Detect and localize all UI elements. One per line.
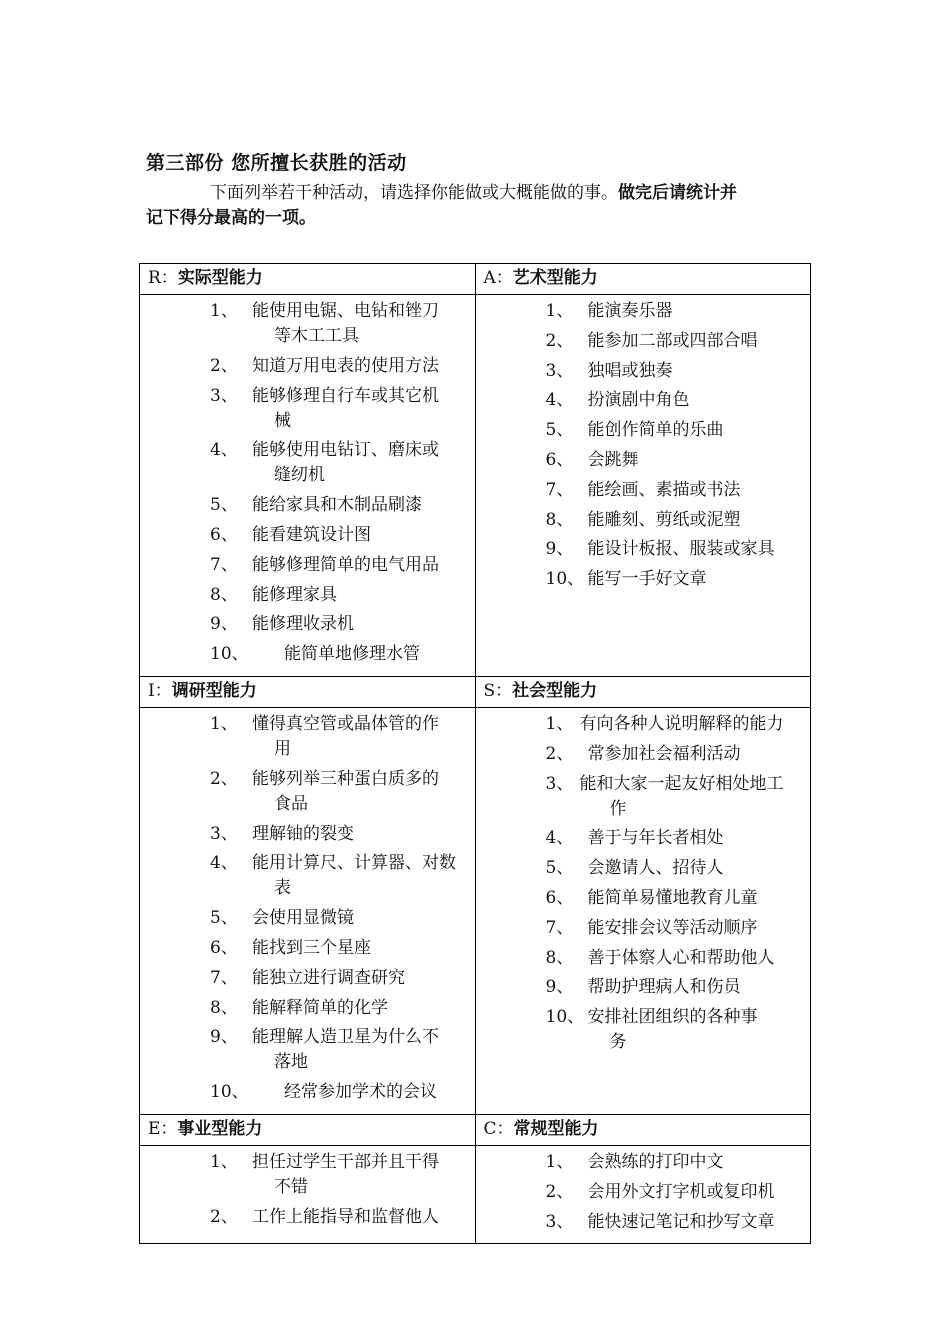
item-number: 3、 <box>545 1211 574 1232</box>
list-item <box>140 906 475 931</box>
list-item <box>476 856 811 881</box>
item-number: 2、 <box>545 1181 574 1202</box>
list-item <box>476 448 811 473</box>
intro-bold-text-2: 记下得分最高的一项。 <box>146 208 316 228</box>
item-text: 能找到三个星座 <box>252 937 371 958</box>
item-text: 会熟练的打印中文 <box>587 1151 724 1172</box>
section-code-s: S： <box>483 680 513 701</box>
list-item <box>476 299 811 324</box>
section-header-i <box>140 676 476 707</box>
section-header-c <box>475 1114 811 1145</box>
list-item <box>476 359 811 384</box>
section-list-e <box>140 1145 476 1243</box>
item-number: 4、 <box>545 390 574 411</box>
list-item <box>140 1080 475 1105</box>
list-item <box>476 1210 811 1235</box>
item-number: 5、 <box>545 858 574 879</box>
item-text: 能和大家一起友好相处地工 <box>579 773 784 794</box>
item-number: 3、 <box>545 360 574 381</box>
item-text-continued: 缝纫机 <box>274 465 325 486</box>
list-item <box>140 822 475 847</box>
item-number: 10、 <box>210 644 249 665</box>
list-item <box>140 642 475 667</box>
list-item <box>140 384 475 434</box>
item-number: 1、 <box>545 713 574 734</box>
section-code-c: C： <box>483 1118 514 1139</box>
list-item <box>140 996 475 1021</box>
ability-table <box>139 263 811 1244</box>
section-code-a: A： <box>483 268 513 288</box>
item-text: 能简单易懂地教育儿童 <box>587 887 758 908</box>
page-title: 第三部份 您所擅长获胜的活动 <box>146 152 407 174</box>
list-item <box>140 712 475 762</box>
section-header-s <box>475 676 811 707</box>
list-item <box>140 523 475 548</box>
list-item <box>140 767 475 817</box>
intro-paragraph <box>146 181 810 231</box>
item-number: 5、 <box>210 908 238 929</box>
list-item <box>476 329 811 354</box>
item-text: 能够使用电钻订、磨床或 <box>252 440 439 461</box>
item-number: 3、 <box>210 823 238 844</box>
item-text-continued: 表 <box>274 878 291 899</box>
list-item <box>140 1025 475 1075</box>
item-number: 2、 <box>210 355 238 376</box>
item-text-continued: 用 <box>274 738 291 759</box>
item-text: 善于体察人心和帮助他人 <box>587 947 775 968</box>
intro-bold-text: 做完后请统计并 <box>618 183 737 203</box>
item-text: 能修理收录机 <box>252 614 354 635</box>
item-text: 会跳舞 <box>587 449 639 470</box>
section-list-a <box>475 295 811 677</box>
item-text: 能看建筑设计图 <box>252 524 371 545</box>
section-label-r: 实际型能力 <box>177 268 263 288</box>
item-number: 7、 <box>210 554 238 575</box>
item-text: 能够修理简单的电气用品 <box>252 554 439 575</box>
item-text: 工作上能指导和监督他人 <box>252 1206 439 1227</box>
list-item <box>476 826 811 851</box>
list-item <box>476 418 811 443</box>
section-label-a: 艺术型能力 <box>512 268 598 288</box>
section-list-c <box>475 1145 811 1243</box>
section-header-e <box>140 1114 476 1145</box>
item-text: 能够修理自行车或其它机 <box>252 385 439 406</box>
intro-text: 下面列举若干种活动，请选择你能做或大概能做的事。 <box>210 183 618 203</box>
item-number: 2、 <box>210 1206 238 1227</box>
item-text-continued: 落地 <box>274 1052 308 1073</box>
item-text: 理解铀的裂变 <box>252 823 354 844</box>
item-number: 7、 <box>210 967 238 988</box>
section-label-e: 事业型能力 <box>177 1118 263 1139</box>
list-item <box>476 478 811 503</box>
section-label-s: 社会型能力 <box>512 680 598 701</box>
item-text: 担任过学生干部并且干得 <box>252 1151 439 1172</box>
list-item <box>476 946 811 971</box>
item-text: 能安排会议等活动顺序 <box>587 917 758 938</box>
item-text: 能独立进行调查研究 <box>252 967 405 988</box>
item-number: 1、 <box>210 301 238 321</box>
item-number: 6、 <box>545 449 574 470</box>
list-item <box>140 612 475 637</box>
section-list-r <box>140 295 476 677</box>
item-text: 能绘画、素描或书法 <box>587 479 741 500</box>
section-code-r: R： <box>148 268 178 288</box>
item-text: 能演奏乐器 <box>587 301 673 321</box>
item-text: 能雕刻、剪纸或泥塑 <box>587 509 741 530</box>
item-number: 6、 <box>545 887 574 908</box>
item-number: 4、 <box>545 828 574 849</box>
item-text: 能简单地修理水管 <box>284 644 420 665</box>
item-number: 3、 <box>210 385 238 406</box>
item-number: 1、 <box>210 713 238 734</box>
list-item <box>476 975 811 1000</box>
item-number: 10、 <box>545 1007 585 1028</box>
item-number: 4、 <box>210 853 238 874</box>
item-text: 能理解人造卫星为什么不 <box>252 1027 439 1048</box>
item-number: 5、 <box>545 420 574 441</box>
item-number: 4、 <box>210 440 238 461</box>
list-item <box>476 508 811 533</box>
list-item <box>476 886 811 911</box>
item-text: 扮演剧中角色 <box>587 390 690 411</box>
list-item <box>140 299 475 349</box>
item-number: 3、 <box>545 773 574 794</box>
item-number: 6、 <box>210 524 238 545</box>
item-text: 能修理家具 <box>252 584 337 605</box>
item-number: 8、 <box>545 509 574 530</box>
list-item <box>476 1005 811 1055</box>
section-header-a <box>475 264 811 295</box>
item-text-continued: 务 <box>609 1032 627 1053</box>
item-text-continued: 不错 <box>274 1176 308 1197</box>
item-text: 有向各种人说明解释的能力 <box>579 713 784 734</box>
item-number: 8、 <box>210 997 238 1018</box>
item-text-continued: 食品 <box>274 793 308 814</box>
list-item <box>476 712 811 737</box>
item-text: 能使用电锯、电钻和锉刀 <box>252 301 439 321</box>
item-text: 安排社团组织的各种事 <box>587 1007 758 1028</box>
section-header-r <box>140 264 476 295</box>
list-item <box>476 742 811 767</box>
item-number: 1、 <box>545 1151 574 1172</box>
item-text: 善于与年长者相处 <box>587 828 724 849</box>
item-text: 能快速记笔记和抄写文章 <box>587 1211 775 1232</box>
item-number: 2、 <box>210 768 238 789</box>
item-number: 9、 <box>545 977 574 998</box>
item-text: 独唱或独奏 <box>587 360 673 381</box>
item-number: 9、 <box>210 614 238 635</box>
item-number: 6、 <box>210 937 238 958</box>
list-item <box>476 1150 811 1175</box>
list-item <box>140 851 475 901</box>
item-number: 10、 <box>210 1082 249 1103</box>
list-item <box>140 936 475 961</box>
item-number: 7、 <box>545 917 574 938</box>
item-number: 1、 <box>545 301 574 321</box>
item-number: 9、 <box>545 539 574 560</box>
item-text: 能解释简单的化学 <box>252 997 388 1018</box>
item-text: 会使用显微镜 <box>252 908 354 929</box>
item-text: 能给家具和木制品刷漆 <box>252 495 422 516</box>
item-text: 能参加二部或四部合唱 <box>587 330 758 351</box>
item-text: 会用外文打字机或复印机 <box>587 1181 775 1202</box>
list-item <box>140 493 475 518</box>
list-item <box>476 1180 811 1205</box>
item-text-continued: 等木工工具 <box>274 326 359 346</box>
item-number: 9、 <box>210 1027 238 1048</box>
item-text-continued: 械 <box>274 410 291 431</box>
list-item <box>140 438 475 488</box>
list-item <box>476 772 811 822</box>
section-code-i: I： <box>148 680 172 701</box>
section-code-e: E： <box>148 1118 178 1139</box>
list-item <box>140 1205 475 1230</box>
item-text: 帮助护理病人和伤员 <box>587 977 741 998</box>
item-text: 能够列举三种蛋白质多的 <box>252 768 439 789</box>
item-number: 8、 <box>545 947 574 968</box>
list-item <box>140 553 475 578</box>
item-number: 10、 <box>545 569 585 590</box>
section-label-i: 调研型能力 <box>171 680 257 701</box>
item-text-continued: 作 <box>609 798 627 819</box>
item-text: 经常参加学术的会议 <box>284 1082 437 1103</box>
item-text: 常参加社会福利活动 <box>587 743 741 764</box>
section-list-i <box>140 707 476 1114</box>
list-item <box>476 537 811 562</box>
item-number: 2、 <box>545 743 574 764</box>
section-label-c: 常规型能力 <box>513 1118 599 1139</box>
item-text: 能设计板报、服装或家具 <box>587 539 775 560</box>
item-text: 能创作简单的乐曲 <box>587 420 724 441</box>
list-item <box>140 966 475 991</box>
item-number: 1、 <box>210 1151 238 1172</box>
item-number: 8、 <box>210 584 238 605</box>
item-number: 2、 <box>545 330 574 351</box>
item-text: 知道万用电表的使用方法 <box>252 355 439 376</box>
item-text: 能写一手好文章 <box>587 569 707 590</box>
list-item <box>140 354 475 379</box>
section-list-s <box>475 707 811 1114</box>
item-text: 懂得真空管或晶体管的作 <box>252 713 439 734</box>
list-item <box>476 388 811 413</box>
item-number: 7、 <box>545 479 574 500</box>
list-item <box>140 1150 475 1200</box>
list-item <box>476 916 811 941</box>
list-item <box>476 567 811 592</box>
item-number: 5、 <box>210 495 238 516</box>
list-item <box>140 583 475 608</box>
item-text: 能用计算尺、计算器、对数 <box>252 853 456 874</box>
item-text: 会邀请人、招待人 <box>587 858 724 879</box>
